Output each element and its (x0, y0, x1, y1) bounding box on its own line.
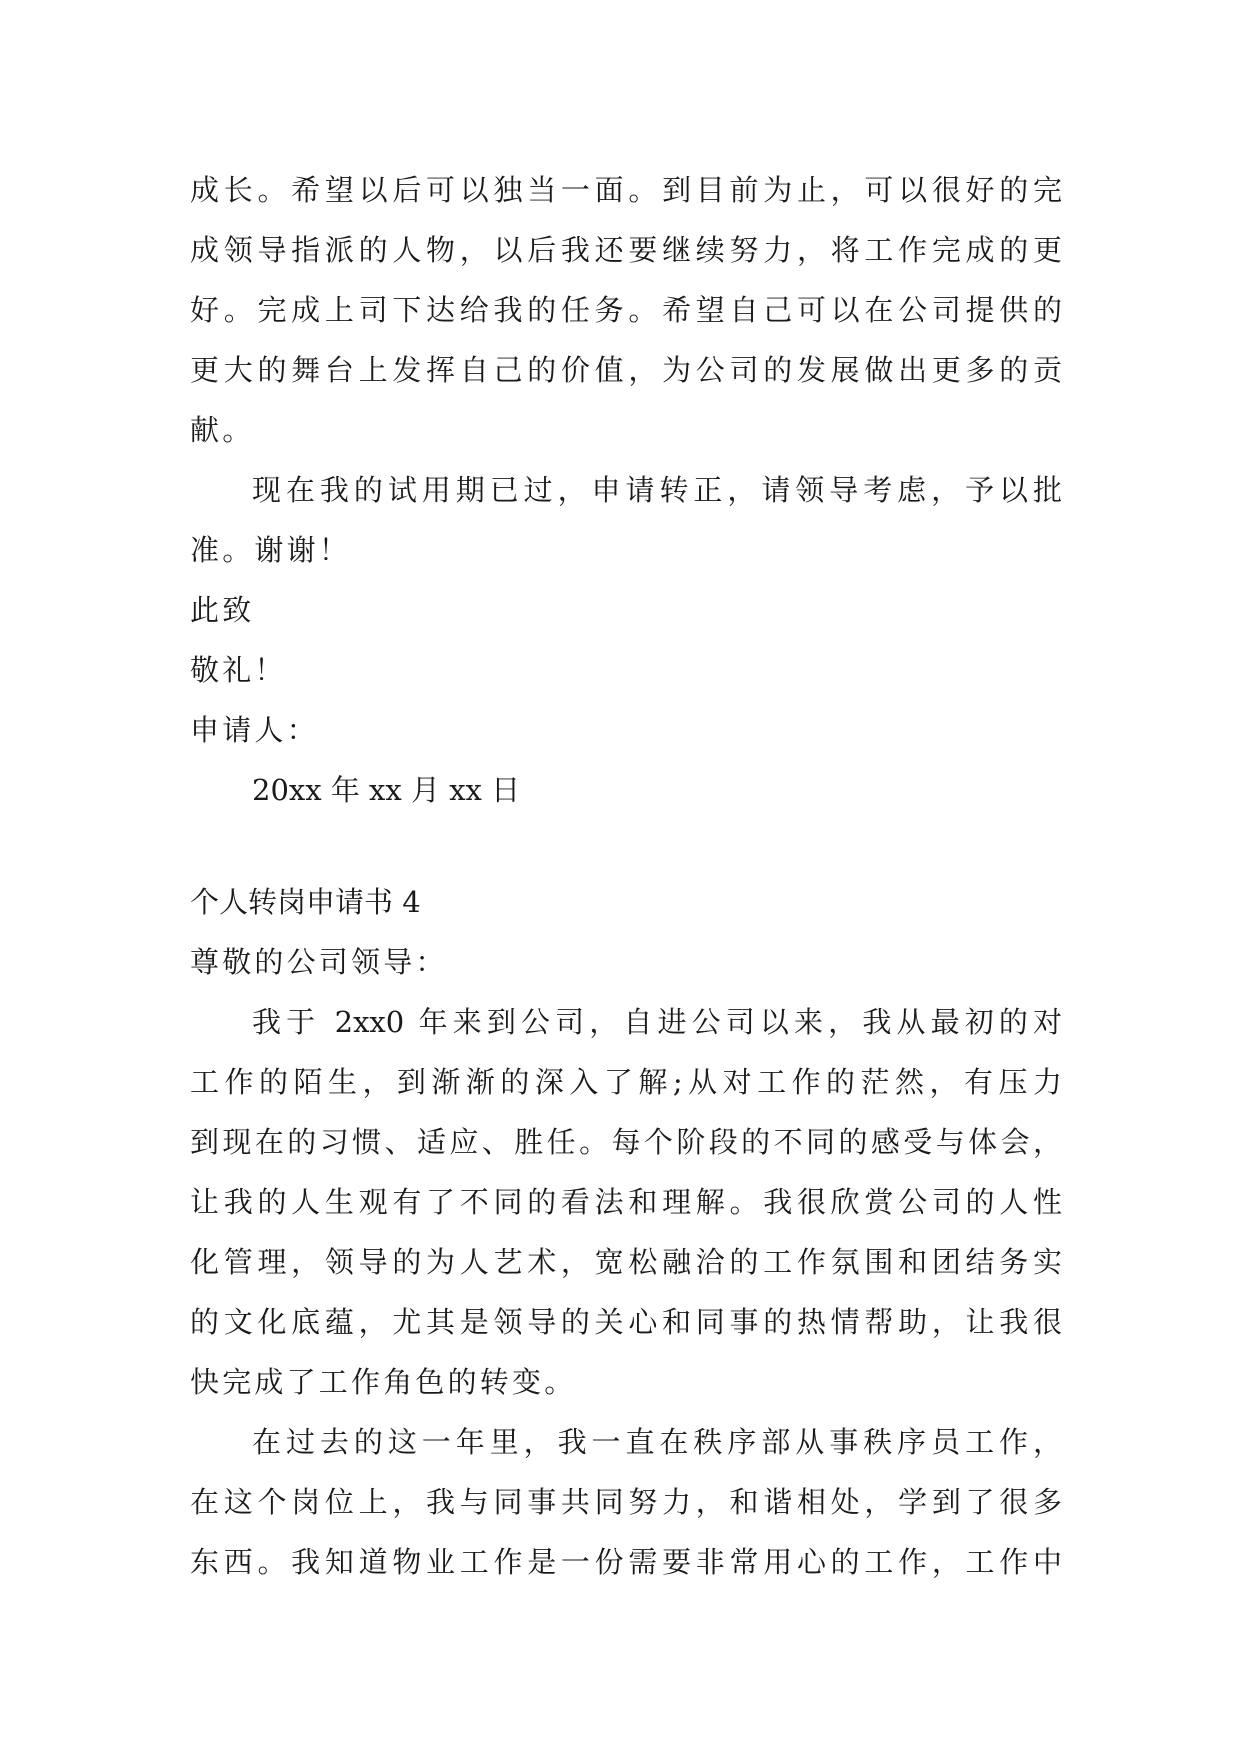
paragraph-line: 快完成了工作角色的转变。 (190, 1365, 577, 1399)
applicant-label: 申请人： (190, 713, 319, 747)
paragraph-line: 准。谢谢！ (190, 533, 352, 567)
closing-text: 此致 (190, 593, 255, 627)
section-title: 个人转岗申请书 4 (190, 885, 421, 919)
paragraph-line: 的文化底蕴，尤其是领导的关心和同事的热情帮助，让我很 (190, 1305, 1062, 1339)
paragraph-line: 成领导指派的人物，以后我还要继续努力，将工作完成的更 (190, 233, 1062, 267)
paragraph-line: 化管理，领导的为人艺术，宽松融洽的工作氛围和团结务实 (190, 1245, 1062, 1279)
paragraph-line: 成长。希望以后可以独当一面。到目前为止，可以很好的完 (190, 173, 1062, 207)
document-page (190, 160, 1062, 1592)
paragraph-line: 献。 (190, 413, 255, 447)
salute-text: 敬礼！ (190, 653, 287, 687)
paragraph-line: 工作的陌生，到渐渐的深入了解;从对工作的茫然，有压力 (190, 1065, 1062, 1099)
section-gap (190, 820, 1062, 872)
greeting-line: 尊敬的公司领导： (190, 945, 448, 979)
paragraph-line: 我于 2xx0 年来到公司，自进公司以来，我从最初的对 (252, 1005, 1062, 1039)
paragraph-line: 东西。我知道物业工作是一份需要非常用心的工作，工作中 (190, 1545, 1062, 1579)
date-line: 20xx 年 xx 月 xx 日 (252, 773, 521, 807)
paragraph-line: 到现在的习惯、适应、胜任。每个阶段的不同的感受与体会， (190, 1125, 1062, 1159)
paragraph-line: 现在我的试用期已过，申请转正，请领导考虑，予以批 (252, 473, 1062, 507)
paragraph-line: 更大的舞台上发挥自己的价值，为公司的发展做出更多的贡 (190, 353, 1062, 387)
paragraph-line: 让我的人生观有了不同的看法和理解。我很欣赏公司的人性 (190, 1185, 1062, 1219)
paragraph-line: 在过去的这一年里，我一直在秩序部从事秩序员工作， (252, 1425, 1062, 1459)
paragraph-line: 在这个岗位上，我与同事共同努力，和谐相处，学到了很多 (190, 1485, 1062, 1519)
paragraph-line: 好。完成上司下达给我的任务。希望自己可以在公司提供的 (190, 293, 1062, 327)
